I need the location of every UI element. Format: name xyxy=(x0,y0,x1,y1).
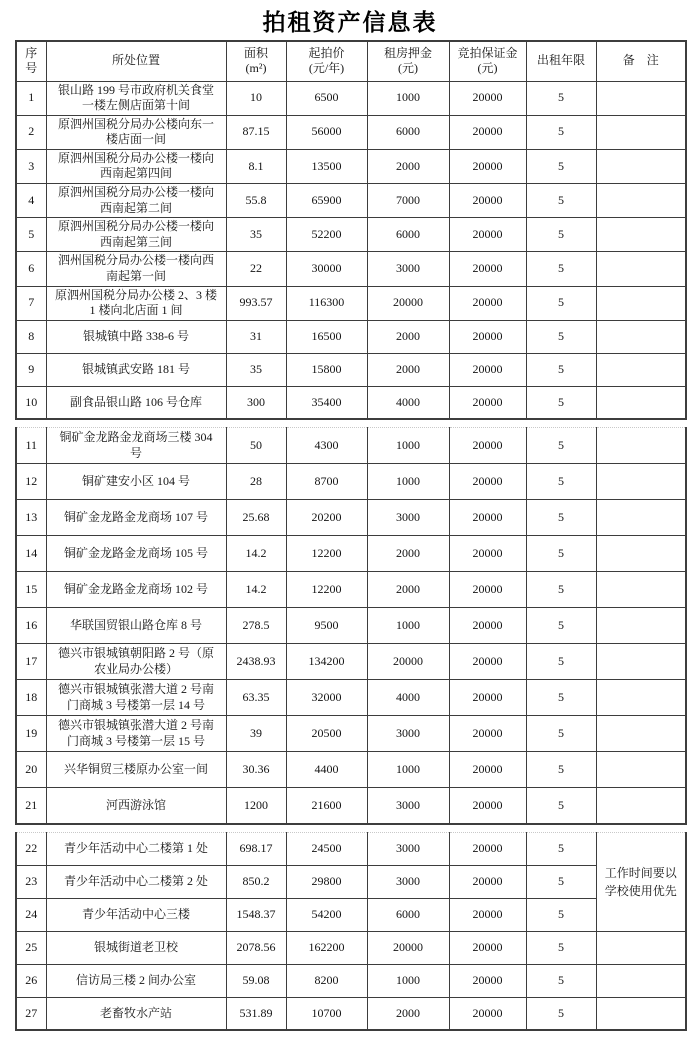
cell-guarantee: 20000 xyxy=(449,865,526,898)
cell-deposit: 3000 xyxy=(367,500,449,536)
cell-location: 青少年活动中心二楼第 1 处 xyxy=(46,832,226,865)
cell-price: 65900 xyxy=(286,184,367,218)
table-row xyxy=(16,997,686,1030)
cell-area: 993.57 xyxy=(226,286,286,320)
cell-price: 20500 xyxy=(286,716,367,752)
cell-no: 1 xyxy=(16,81,46,115)
cell-remark xyxy=(596,218,686,252)
table-row xyxy=(16,832,686,865)
cell-area: 39 xyxy=(226,716,286,752)
table-row xyxy=(16,865,686,898)
cell-remark xyxy=(596,716,686,752)
cell-location: 银城镇中路 338-6 号 xyxy=(46,320,226,353)
cell-years: 5 xyxy=(526,149,596,183)
cell-remark xyxy=(596,428,686,464)
cell-area: 50 xyxy=(226,428,286,464)
cell-deposit: 4000 xyxy=(367,680,449,716)
cell-location: 泗州国税分局办公楼一楼向西南起第一间 xyxy=(46,252,226,286)
col-header-deposit: 租房押金 (元) xyxy=(367,41,449,81)
cell-guarantee: 20000 xyxy=(449,716,526,752)
table-row xyxy=(16,964,686,997)
cell-deposit: 1000 xyxy=(367,964,449,997)
cell-price: 15800 xyxy=(286,353,367,386)
cell-price: 134200 xyxy=(286,644,367,680)
cell-years: 5 xyxy=(526,500,596,536)
cell-no: 10 xyxy=(16,386,46,419)
cell-price: 13500 xyxy=(286,149,367,183)
asset-table-section-2 xyxy=(15,427,687,825)
cell-guarantee: 20000 xyxy=(449,644,526,680)
cell-deposit: 20000 xyxy=(367,644,449,680)
cell-no: 19 xyxy=(16,716,46,752)
table-row xyxy=(16,752,686,788)
cell-price: 8200 xyxy=(286,964,367,997)
cell-guarantee: 20000 xyxy=(449,931,526,964)
cell-guarantee: 20000 xyxy=(449,997,526,1030)
cell-area: 55.8 xyxy=(226,184,286,218)
cell-price: 20200 xyxy=(286,500,367,536)
cell-location: 原泗州国税分局办公楼 2、3 楼 1 楼向北店面 1 间 xyxy=(46,286,226,320)
cell-price: 12200 xyxy=(286,536,367,572)
cell-area: 31 xyxy=(226,320,286,353)
table-row xyxy=(16,184,686,218)
cell-years: 5 xyxy=(526,428,596,464)
table-row xyxy=(16,500,686,536)
cell-no: 15 xyxy=(16,572,46,608)
cell-years: 5 xyxy=(526,898,596,931)
asset-table-section-1 xyxy=(15,40,687,420)
cell-price: 24500 xyxy=(286,832,367,865)
cell-price: 8700 xyxy=(286,464,367,500)
cell-price: 30000 xyxy=(286,252,367,286)
cell-location: 信访局三楼 2 间办公室 xyxy=(46,964,226,997)
table-row xyxy=(16,464,686,500)
table-row xyxy=(16,286,686,320)
cell-area: 30.36 xyxy=(226,752,286,788)
cell-guarantee: 20000 xyxy=(449,898,526,931)
cell-price: 32000 xyxy=(286,680,367,716)
cell-remark xyxy=(596,464,686,500)
cell-remark xyxy=(596,752,686,788)
cell-location: 银城镇武安路 181 号 xyxy=(46,353,226,386)
cell-deposit: 6000 xyxy=(367,898,449,931)
cell-location: 河西游泳馆 xyxy=(46,788,226,824)
table-row xyxy=(16,931,686,964)
cell-guarantee: 20000 xyxy=(449,115,526,149)
cell-area: 35 xyxy=(226,218,286,252)
cell-no: 6 xyxy=(16,252,46,286)
cell-location: 青少年活动中心三楼 xyxy=(46,898,226,931)
cell-guarantee: 20000 xyxy=(449,572,526,608)
cell-location: 铜矿建安小区 104 号 xyxy=(46,464,226,500)
cell-no: 25 xyxy=(16,931,46,964)
cell-no: 12 xyxy=(16,464,46,500)
cell-no: 7 xyxy=(16,286,46,320)
table-row xyxy=(16,572,686,608)
cell-location: 铜矿金龙路金龙商场 102 号 xyxy=(46,572,226,608)
cell-years: 5 xyxy=(526,184,596,218)
table-row xyxy=(16,252,686,286)
cell-location: 德兴市银城镇朝阳路 2 号（原农业局办公楼） xyxy=(46,644,226,680)
cell-area: 850.2 xyxy=(226,865,286,898)
cell-guarantee: 20000 xyxy=(449,252,526,286)
cell-years: 5 xyxy=(526,865,596,898)
cell-deposit: 1000 xyxy=(367,608,449,644)
cell-guarantee: 20000 xyxy=(449,149,526,183)
cell-price: 4300 xyxy=(286,428,367,464)
cell-area: 8.1 xyxy=(226,149,286,183)
cell-area: 35 xyxy=(226,353,286,386)
cell-no: 3 xyxy=(16,149,46,183)
cell-years: 5 xyxy=(526,608,596,644)
col-header-guarantee: 竞拍保证金 (元) xyxy=(449,41,526,81)
cell-location: 德兴市银城镇张潜大道 2 号南门商城 3 号楼第一层 15 号 xyxy=(46,716,226,752)
cell-years: 5 xyxy=(526,320,596,353)
cell-remark xyxy=(596,608,686,644)
cell-area: 63.35 xyxy=(226,680,286,716)
col-header-area: 面积 (m²) xyxy=(226,41,286,81)
cell-no: 13 xyxy=(16,500,46,536)
cell-years: 5 xyxy=(526,931,596,964)
cell-no: 24 xyxy=(16,898,46,931)
cell-remark xyxy=(596,149,686,183)
cell-deposit: 2000 xyxy=(367,353,449,386)
cell-area: 1200 xyxy=(226,788,286,824)
cell-remark xyxy=(596,572,686,608)
cell-years: 5 xyxy=(526,716,596,752)
cell-remark xyxy=(596,931,686,964)
cell-remark-merged xyxy=(596,832,686,931)
table-header xyxy=(16,41,686,81)
cell-guarantee: 20000 xyxy=(449,680,526,716)
cell-price: 162200 xyxy=(286,931,367,964)
cell-no: 22 xyxy=(16,832,46,865)
cell-guarantee: 20000 xyxy=(449,788,526,824)
cell-no: 18 xyxy=(16,680,46,716)
cell-price: 10700 xyxy=(286,997,367,1030)
cell-no: 16 xyxy=(16,608,46,644)
cell-no: 26 xyxy=(16,964,46,997)
cell-deposit: 7000 xyxy=(367,184,449,218)
cell-area: 59.08 xyxy=(226,964,286,997)
cell-years: 5 xyxy=(526,252,596,286)
cell-price: 116300 xyxy=(286,286,367,320)
cell-guarantee: 20000 xyxy=(449,320,526,353)
cell-years: 5 xyxy=(526,353,596,386)
cell-area: 87.15 xyxy=(226,115,286,149)
cell-price: 54200 xyxy=(286,898,367,931)
cell-deposit: 3000 xyxy=(367,716,449,752)
table-row xyxy=(16,386,686,419)
cell-area: 278.5 xyxy=(226,608,286,644)
cell-guarantee: 20000 xyxy=(449,286,526,320)
table-row xyxy=(16,149,686,183)
cell-location: 原泗州国税分局办公楼一楼向西南起第三间 xyxy=(46,218,226,252)
cell-deposit: 3000 xyxy=(367,865,449,898)
cell-location: 德兴市银城镇张潜大道 2 号南门商城 3 号楼第一层 14 号 xyxy=(46,680,226,716)
cell-deposit: 2000 xyxy=(367,320,449,353)
cell-years: 5 xyxy=(526,286,596,320)
cell-remark xyxy=(596,500,686,536)
cell-price: 4400 xyxy=(286,752,367,788)
cell-remark xyxy=(596,536,686,572)
cell-no: 4 xyxy=(16,184,46,218)
cell-remark xyxy=(596,788,686,824)
cell-location: 青少年活动中心二楼第 2 处 xyxy=(46,865,226,898)
cell-deposit: 20000 xyxy=(367,286,449,320)
cell-no: 20 xyxy=(16,752,46,788)
cell-area: 2078.56 xyxy=(226,931,286,964)
cell-deposit: 1000 xyxy=(367,464,449,500)
cell-remark xyxy=(596,184,686,218)
cell-location: 副食品银山路 106 号仓库 xyxy=(46,386,226,419)
cell-deposit: 1000 xyxy=(367,81,449,115)
cell-area: 28 xyxy=(226,464,286,500)
table-row xyxy=(16,115,686,149)
cell-deposit: 1000 xyxy=(367,752,449,788)
cell-guarantee: 20000 xyxy=(449,464,526,500)
cell-location: 老畜牧水产站 xyxy=(46,997,226,1030)
cell-location: 原泗州国税分局办公楼一楼向西南起第二间 xyxy=(46,184,226,218)
cell-deposit: 2000 xyxy=(367,997,449,1030)
cell-price: 35400 xyxy=(286,386,367,419)
cell-location: 兴华铜贸三楼原办公室一间 xyxy=(46,752,226,788)
cell-deposit: 2000 xyxy=(367,536,449,572)
col-header-years: 出租年限 xyxy=(526,41,596,81)
table-row xyxy=(16,320,686,353)
cell-price: 9500 xyxy=(286,608,367,644)
cell-remark xyxy=(596,252,686,286)
cell-deposit: 3000 xyxy=(367,252,449,286)
cell-deposit: 6000 xyxy=(367,218,449,252)
table-row xyxy=(16,716,686,752)
table-row xyxy=(16,788,686,824)
cell-guarantee: 20000 xyxy=(449,608,526,644)
cell-area: 1548.37 xyxy=(226,898,286,931)
cell-price: 21600 xyxy=(286,788,367,824)
cell-no: 9 xyxy=(16,353,46,386)
header-row xyxy=(16,41,686,81)
table-row xyxy=(16,81,686,115)
cell-deposit: 2000 xyxy=(367,572,449,608)
cell-location: 原泗州国税分局办公楼一楼向西南起第四间 xyxy=(46,149,226,183)
cell-remark xyxy=(596,997,686,1030)
cell-area: 698.17 xyxy=(226,832,286,865)
cell-area: 14.2 xyxy=(226,536,286,572)
cell-location: 铜矿金龙路金龙商场 107 号 xyxy=(46,500,226,536)
cell-no: 5 xyxy=(16,218,46,252)
cell-guarantee: 20000 xyxy=(449,752,526,788)
cell-deposit: 20000 xyxy=(367,931,449,964)
col-header-location: 所处位置 xyxy=(46,41,226,81)
cell-years: 5 xyxy=(526,81,596,115)
cell-deposit: 3000 xyxy=(367,832,449,865)
cell-years: 5 xyxy=(526,997,596,1030)
cell-years: 5 xyxy=(526,115,596,149)
cell-years: 5 xyxy=(526,218,596,252)
cell-location: 华联国贸银山路仓库 8 号 xyxy=(46,608,226,644)
cell-guarantee: 20000 xyxy=(449,536,526,572)
cell-no: 11 xyxy=(16,428,46,464)
cell-area: 300 xyxy=(226,386,286,419)
cell-remark xyxy=(596,680,686,716)
cell-remark xyxy=(596,386,686,419)
cell-remark xyxy=(596,81,686,115)
cell-years: 5 xyxy=(526,832,596,865)
cell-remark xyxy=(596,964,686,997)
cell-area: 14.2 xyxy=(226,572,286,608)
cell-deposit: 2000 xyxy=(367,149,449,183)
cell-deposit: 4000 xyxy=(367,386,449,419)
table-row xyxy=(16,428,686,464)
col-header-no: 序号 xyxy=(16,41,46,81)
cell-deposit: 6000 xyxy=(367,115,449,149)
cell-guarantee: 20000 xyxy=(449,500,526,536)
cell-guarantee: 20000 xyxy=(449,81,526,115)
cell-no: 21 xyxy=(16,788,46,824)
cell-remark xyxy=(596,115,686,149)
table-row xyxy=(16,898,686,931)
cell-location: 铜矿金龙路金龙商场 105 号 xyxy=(46,536,226,572)
cell-no: 2 xyxy=(16,115,46,149)
cell-years: 5 xyxy=(526,386,596,419)
cell-no: 8 xyxy=(16,320,46,353)
cell-area: 22 xyxy=(226,252,286,286)
cell-price: 12200 xyxy=(286,572,367,608)
cell-deposit: 1000 xyxy=(367,428,449,464)
cell-deposit: 3000 xyxy=(367,788,449,824)
cell-location: 银山路 199 号市政府机关食堂一楼左侧店面第十间 xyxy=(46,81,226,115)
table-row xyxy=(16,644,686,680)
cell-years: 5 xyxy=(526,788,596,824)
table-row xyxy=(16,608,686,644)
cell-area: 10 xyxy=(226,81,286,115)
remark-note: 工作时间要以学校使用优先 xyxy=(604,865,677,898)
cell-price: 16500 xyxy=(286,320,367,353)
cell-guarantee: 20000 xyxy=(449,184,526,218)
cell-area: 2438.93 xyxy=(226,644,286,680)
cell-guarantee: 20000 xyxy=(449,353,526,386)
asset-table-section-3 xyxy=(15,832,687,1032)
col-header-price: 起拍价 (元/年) xyxy=(286,41,367,81)
cell-price: 29800 xyxy=(286,865,367,898)
cell-location: 原泗州国税分局办公楼向东一楼店面一间 xyxy=(46,115,226,149)
cell-years: 5 xyxy=(526,572,596,608)
cell-price: 6500 xyxy=(286,81,367,115)
cell-no: 17 xyxy=(16,644,46,680)
cell-remark xyxy=(596,353,686,386)
cell-remark xyxy=(596,644,686,680)
cell-price: 52200 xyxy=(286,218,367,252)
page-title: 拍租资产信息表 xyxy=(262,10,438,35)
cell-guarantee: 20000 xyxy=(449,386,526,419)
cell-no: 23 xyxy=(16,865,46,898)
cell-area: 25.68 xyxy=(226,500,286,536)
table-row xyxy=(16,218,686,252)
col-header-remark: 备 注 xyxy=(596,41,686,81)
cell-no: 27 xyxy=(16,997,46,1030)
cell-years: 5 xyxy=(526,752,596,788)
table-row xyxy=(16,680,686,716)
cell-price: 56000 xyxy=(286,115,367,149)
table-row xyxy=(16,353,686,386)
cell-guarantee: 20000 xyxy=(449,218,526,252)
cell-guarantee: 20000 xyxy=(449,832,526,865)
cell-remark xyxy=(596,320,686,353)
cell-remark xyxy=(596,286,686,320)
cell-no: 14 xyxy=(16,536,46,572)
cell-guarantee: 20000 xyxy=(449,964,526,997)
cell-area: 531.89 xyxy=(226,997,286,1030)
cell-years: 5 xyxy=(526,964,596,997)
cell-years: 5 xyxy=(526,644,596,680)
table-row xyxy=(16,536,686,572)
cell-years: 5 xyxy=(526,464,596,500)
cell-years: 5 xyxy=(526,680,596,716)
cell-location: 银城街道老卫校 xyxy=(46,931,226,964)
cell-location: 铜矿金龙路金龙商场三楼 304 号 xyxy=(46,428,226,464)
cell-guarantee: 20000 xyxy=(449,428,526,464)
cell-years: 5 xyxy=(526,536,596,572)
